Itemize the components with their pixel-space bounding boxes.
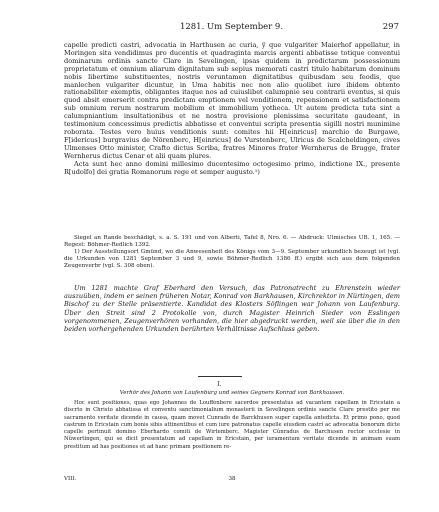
footnote: 1) Der Ausstellungsort Gmünd, wo die Anwesenheit des Königs vom 3—9. September urkundlich bezeugt ist (vgl. die Urkunden von 1281 September 3 und 9, sowie Böhmer-Redlich 1386 ff.) ergibt sich aus dem folgenden Zeugenverbr (vgl. S. 308 oben). — [64, 248, 400, 269]
protocol-text — [64, 400, 400, 451]
editorial-notes — [64, 235, 400, 270]
page-footer — [64, 476, 400, 486]
introduction-text: Um 1281 machte Graf Eberhard den Versuch, das Patronatrecht zu Ehrenstein wieder auszuüben, indem er seinen früheren Notar, Konrad von Barkhausen, Kirchrektor in Nürtingen, dem Bischof zu der Stelle präsentierte. Kandidat des Klosters Söflingen war Johann von Laufenburg. Über den Streit sind 2 Protokolle von, durch Magister Heinrich Sieder von Esslingen vorgenommenen, Zeugenverhören vorhanden, die hier abgedruckt werden, weil sie über die in den beiden vorhergehenden Urkunden berührten Verhältnisse Aufschluss geben. — [64, 284, 400, 334]
signature-mark: VIII. — [64, 476, 77, 482]
page-number: 297 — [382, 22, 399, 32]
charter-dating-clause: Acta sunt hec anno domini millesimo ducentesimo octogesimo primo, indictione IX., presente R[udolfo] dei gratia Romanorum rege et semper augusto.¹) — [64, 159, 400, 176]
charter-paragraph: capelle predicti castri, advocatia in Harthusen ac curia, ÿ que vulgariter Maierhof appellatur, in Moringen sita vendidimus pro ducentis et quadraginta marcis argenti abbatisse totique conventui dominarum ordinis sancte Clare in Sevelingen, ipsas quidem in predictarum possessionum proprietatum et omnium aliarum dignitatum sub sepius memorati castri titulo habitarum dominum nobis libertime substituentes, nostris veruntamen dignitatibus quibusdam seu feodis, que manlechen vulgariter dicuntur, in Uma habitis nec non alio quolibet iure ibidem obtento rationabiliter exemptis, obligantes itaque nos ad cuiuslibet calumpnie seu contrarii eventus, si quis quod absit emerserit contra predictam emptionem vel venditionem, repensionem et satisfactionem sub omnium rerum nostrarum mobilium et immobilium yotheca. Ut autem predicta tuta sint a calumpniantium insultationibus et ne nostra provisione plenissima securitate gaudeant, in testimonium concessimus predictis abbatisse et conventui scripta presentia sigilli nostri munimine roborata. Testes vero huius venditionis sunt: comites hii H[einricus] marchio de Burgawe, F[idericus] burgravius de Nörenberc, H[einricus] de Vurstenberc, Ulricus de Scalcheldingen, cives Ulmenses Otto minister, Crafto dictus Scriba, fratres Minores frater Wernherus de Brugge, frater Wernherus dictus Cenar et alii quam plures. — [64, 41, 400, 160]
editorial-introduction — [64, 284, 400, 333]
protocol-paragraph: Hoc sunt positiones, quas ego Johannes de Louffenbere sacerdos presentatus ad vacantem capellam in Ericstain a discrto in Christo abbatissa et conventu sanctimonialium monasterii in Sevelingen ordinis sancte Clare prestito per me sacramento veritate dicende in causa, quam movet Cunrado de Barckhusen super capella antedicta. Et primo pono, quod castrum in Ericstain cum bonis sibis attinentibus et cum iure patronatus capelle eiusdem castri ac advocatia bonorum dicte capelle pertinuit domino Eberhardo comiti de Wirtemberc. Magister Cûnradus de Barchusen rector ecclesie in Nûwertingen, qui se dicit presentatum ad capellam in Ericstain, per iuramentum veritate dicende in animam suam prestitum ad has positiones et ad hanc primam positionem re- — [64, 400, 400, 450]
section-number: I. — [217, 381, 222, 388]
sheet-number: 38 — [228, 476, 236, 482]
seal-note: Siegel an Rande beschädigt, s. a. S. 191 und von Alberti, Tafel 8, Nro. 6. — Abdruck: Ulmisches UB. 1, 165. — Regest: Böhmer-Redlich 1392. — [64, 235, 400, 248]
running-title: 1281. Um September 9. — [179, 22, 284, 32]
charter-text — [64, 42, 400, 176]
section-title: Verhör des Johann von Laufenburg und seines Gegners Konrad von Barkhausen. — [119, 390, 345, 396]
section-divider — [198, 376, 242, 377]
page-header — [64, 22, 399, 34]
